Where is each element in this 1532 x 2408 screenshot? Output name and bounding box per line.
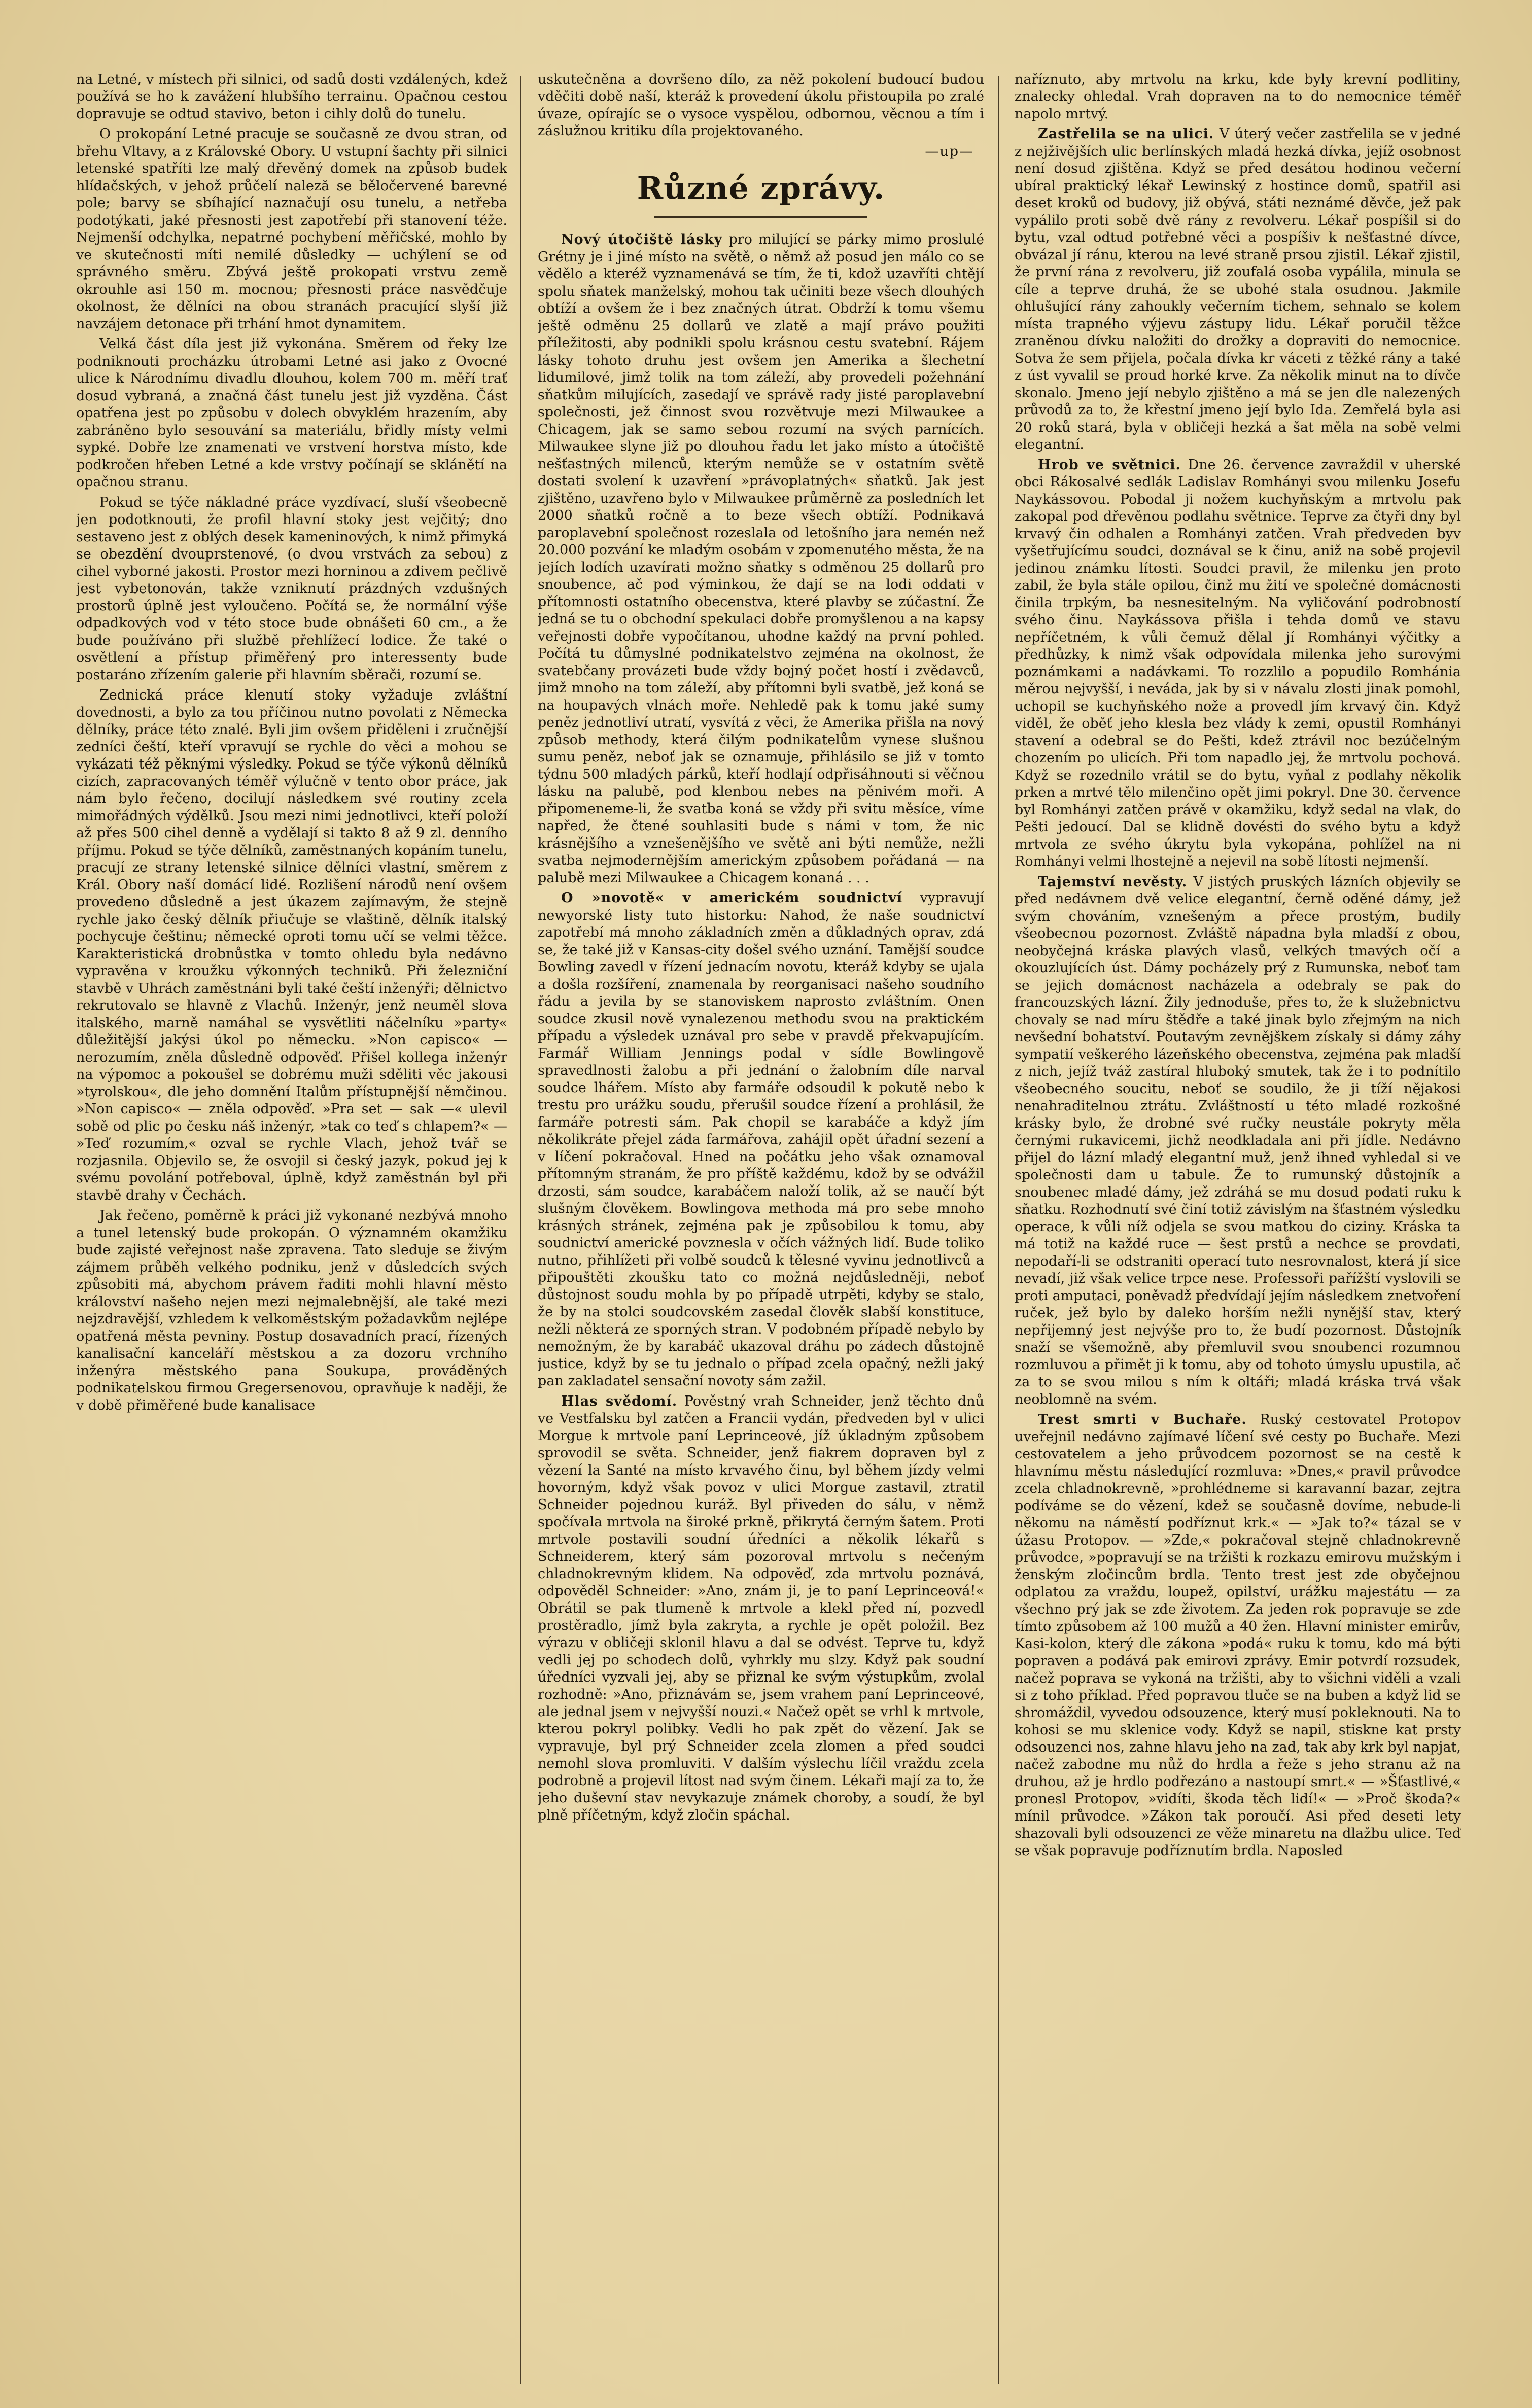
- column-1: [76, 71, 507, 2384]
- article-paragraph: [76, 336, 507, 491]
- news-item: [538, 231, 984, 887]
- article-paragraph: [76, 494, 507, 684]
- paragraph-text: pro milující se párky mimo proslulé Grétny je i jiné místo na světě, o němž až posud jen málo co se vědělo a kteréž vyznamenává se tím, že ti, kdož uzavříti chtějí spolu sňatek manželský, mohou tak učiniti beze všech dlouhých obtíží a ovšem že i bez značných útrat. Obdrží k tomu všemu ještě odměnu 25 dollarů ve zlatě a mají právo použiti příležitosti, aby podnikli spolu krásnou cestu svatební. Rájem lásky tohoto druhu jest ovšem jen Amerika a šlechetní lidumilové, jimž tolik na tom záleží, aby provedeli požehnání sňatkům milujících, zasedají ve správě rady jisté paroplavební společnosti, jež činnost svou rozvětvuje mezi Milwaukee a Chicagem, jak se samo sebou rozumí na svých parnících. Milwaukee slyne již po dlouhou řadu let jako místo a útočiště nešťastných milenců, kterým nemůže se v ostatním světě dostati svolení k uzavření »právoplatných« sňatků. Jak jest zjištěno, uzavřeno bylo v Milwaukee průměrně za posledních let 2000 sňatků ročně a to beze všech obtíží. Podnikavá paroplavební společnost rozeslala od letošního jara nemén než 20.000 pozvání ke mladým osobám v zpomenutého města, že na jejích lodích uzavírati možno sňatky s odměnou 25 dollarů pro snoubence, ač pod výminkou, že dají se na lodi oddati v přítomnosti ostatního obecenstva, které plavby se zúčastní. Že jedná se tu o obchodní spekulaci dobře promyšlenou a na kapsy veřejnosti dobře vypočítanou, uhodne každý na první pohled. Počítá tu důmyslné podnikatelstvo zejména na okolnost, že svatebčany provázeti bude vždy bojný počet hostí i zvědavců, jimž mnoho na tom záleží, aby přítomni byli svatbě, jež koná se na houpavých vlnách moře. Nehledě pak k tomu jaké sumy peněz jednotliví utratí, vysvítá z věci, že Amerika přišla na nový způsob methody, která čilým podnikatelům vynese slušnou sumu peněz, neboť jak se oznamuje, přihlásilo se již v tomto týdnu 500 mladých párků, kteří hodlají odpřisáhnouti si věčnou lásku na palubě, pod klenbou nebes na pěnivém moři. A připomeneme-li, že svatba koná se vždy při svitu měsíce, víme napřed, že čtené souhlasiti bude s námi v tom, že nic krásnějšího a vznešenějšího ve světě ani býti nemůže, nežli svatba nejmodernějším americkým způsobem pořádaná — na palubě mezi Milwaukee a Chicagem konaná . . .: [538, 232, 984, 886]
- paragraph-text: V jistých pruských lázních objevily se před nedávnem dvě velice elegantní, černě oděné dámy, jež svým chováním, vznešeným a přece prostým, budily všeobecnou pozornost. Zvláště nápadna byla mladší z obou, neobyčejná kráska plavých vlasů, velkých tmavých očí a okouzlujících úst. Dámy pocházely prý z Rumunska, neboť tam se jejich domácnost nacházela a odebraly se pak do francouzských lázní. Žily jednoduše, přes to, že k služebnictvu chovaly se nad míru štědře a také jinak bylo zřejmým na nich nevšední bohatství. Poutavým zevnějškem získaly si dámy záhy sympatií veškerého lázeňského obecenstva, zejména pak mladší z nich, jejíž tváž zastíral hluboký smutek, tak že i to podnítilo všeobecného soucitu, neboť se soudilo, že ji tíží nějakosi nenahraditelnou ztrátu. Zvláštností u této mladé rozkošné krásky bylo, že drobné své ručky neustále pokryty měla černými rukavicemi, jichž neodkladala ani při jídle. Nedávno přijel do lázní mladý elegantní muž, jenž ihned vyhledal si ve společnosti dam u tabule. Že to rumunský důstojník a snoubenec mladé dámy, jež zdráhá se mu dosud podati ruku k sňatku. Rozhodnutí své činí totiž závislým na šťastném výsledku operace, k vůli níž odjela se svou matkou do ciziny. Kráska ta má totiž na každé ruce — šest prstů a nechce se provdati, nepodaří-li se odstraniti operací tuto nesrovnalost, která jí sice nevadí, již však velice trpce nese. Professoři pařížští vyslovili se proti amputaci, poněvadž předvídají jejím následkem znetvoření ruček, jež bylo by daleko horším nežli nynější stav, který nepřijemný jest nejvýše pro to, že budí pozornost. Důstojník snaží se všemožně, aby přemluvil svou snoubenci rozumnou rozmluvou a přimět ji k tomu, aby od tohoto úmyslu upustila, ač za to se svou milou s ním k oltáři; mladá kráska trvá však neoblomně na svém.: [1015, 874, 1461, 1407]
- news-item: [538, 1393, 984, 1824]
- paragraph-text: Ruský cestovatel Protopov uveřejnil nedávno zajímavé líčení své cesty po Buchaře. Mezi cestovatelem a jeho průvodcem pozornost se na cestě k hlavnímu městu následující rozmluva: »Dnes,« pravil průvodce zcela chladnokrevně, »prohlédneme si karavanní bazar, zejtra podíváme se do vězení, kdež se současně dovíme, nebude-li někomu na náměstí podříznut krk.« — »Jak to?« tázal se v úžasu Protopov. — »Zde,« pokračoval stejně chladnokrevně průvodce, »popravují se na tržišti k rozkazu emirovu mužským i ženským zločincům brdla. Tento trest jest zde obyčejnou odplatou za vraždu, loupež, opilství, urážku majestátu — za všechno prý jak se zde životem. Za jeden rok popravuje se zde tímto způsobem až 100 mužů a 40 žen. Hlavní minister emirův, Kasi-kolon, který dle zákona »podá« ruku k tomu, kdo má býti popraven a podává pak emirovi zprávy. Emir potvrdí rozsudek, načež poprava se vykoná na tržišti, aby to všichni viděli a vzali si z toho příklad. Před popravou tluče se na buben a když lid se shromáždil, vyvedou odsouzence, který musí pokleknouti. Na to kohosi se mu sklenice vody. Když se napil, stiskne kat prsty odsouzenci nos, zahne hlavu jeho na zad, tak aby krk byl napjat, načež zabodne mu nůž do hrdla a řeže s jeho stranu až na druhou, až je hrdlo podřezáno a nastoupí smrt.« — »Šťastlivé,« pronesl Protopov, »vidíti, škoda těch lidí!« — »Proč škoda?« mínil průvodce. »Zákon tak poroučí. Asi před deseti lety shazovali byli odsouzenci ze věže minaretu na dlažbu ulice. Teď se však popravuje podříznutím brdla. Naposled: [1015, 1412, 1461, 1859]
- title-ornament-rule: [654, 216, 867, 222]
- paragraph-text: O prokopání Letné pracuje se současně ze dvou stran, od břehu Vltavy, a z Královské Obory. U vstupní šachty při silnici letenské spatříti lze malý dřevěný domek na způsob budek hlídačských, v jehož průčelí naleză se běločervené barevné pole; barvy se sbíhající naznačují osu tunelu, a netřeba podotýkati, jaké přesnosti jest zapotřebí při stanovení téže. Nejmenší odchylka, nepatrné pochybení měřičské, mohlo by ve skutečnosti míti nemilé důsledky — uchýlení se od správného směru. Zbývá ještě prokopati vrstvu země okrouhle asi 150 m. mocnou; přesnosti práce nasvědčuje okolnost, že dělníci na obou stranách pracující slyší již navzájem detonace při trhání hmot dynamitem.: [76, 126, 507, 332]
- news-item: [1015, 1411, 1461, 1860]
- section-title: Různé zprávy.: [637, 169, 885, 206]
- news-item-headline: Zastřelila se na ulici.: [1038, 126, 1214, 142]
- paragraph-text: V úterý večer zastřelila se v jedné z nejživějších ulic berlínských mladá hezká dívka, jejíž osobnost není dosud zjištěna. Když se před desátou hodinou večerní ubíral praktický lékař Lewinský z hostince domů, spatřil asi deset kroků od budovy, již obývá, státi neznámé děvče, jež pak vypálilo proti sobě dvě rány z revolveru. Lékař pospíšil si do bytu, vzal odtud potřebné věci a pospíšiv k nešťastné dívce, obvázal jí ránu, kterou na levé straně prsou zjistil. Lékař zjistil, že první rána z revolveru, již zoufalá osoba vypálila, minula se cíle a teprve druhá, že se ubohé stala osudnou. Jakmile ohlušující rány zahoukly večerním tichem, sehnalo se kolem místa trapného výjevu zástupy lidu. Lékař poručil těžce zraněnou dívku naložiti do drožky a dopraviti do nemocnice. Sotva že sem přijela, počala dívka kr váceti z těžké rány a také z úst vyvalil se proud horké krve. Za několik minut na to dívče skonalo. Jmeno její nebylo zjištěno a má se jen dle nalezených průvodů za to, že křestní jmeno její bylo Ida. Zemřelá byla asi 20 roků stará, byla v obličeji hezká a šat měla na sobě velmi elegantní.: [1015, 126, 1461, 452]
- news-item-headline: Trest smrti v Buchaře.: [1038, 1412, 1247, 1427]
- news-item-headline: Hrob ve světnici.: [1038, 457, 1181, 473]
- paragraph-text: na Letné, v místech při silnici, od sadů dosti vzdálených, kdež používá se ho k zavážení hlubšího terrainu. Opačnou cestou dopravuje se odtud stavivo, beton i cihly dolů do tunelu.: [76, 72, 507, 122]
- paragraph-text: vypravují newyorské listy tuto historku: Nahod, že naše soudnictví zapotřebí má mnoho základních změn a důkladných oprav, zdá se, že také již v Kansas-city došel svého uznání. Tamější soudce Bowling zavedl v řízení jednacím novotu, kteráž kdyby se ujala a došla rozšíření, znamenala by reorganisaci našeho soudního řádu a jevila by se stanoviskem naprosto zvláštním. Onen soudce zkusil nově vynalezenou methodu svou na praktickém případu a výsledek uznával pro sebe v pravdě překvapujícím. Farmář William Jennings podal v sídle Bowlingově spravedlnosti žalobu a při jednání o žalobním díle narval soudce lhářem. Místo aby farmáře odsoudil k pokutě nebo k trestu pro urážku soudu, přerušil soudce řízení a prohlásil, že farmáře potresti sám. Pak chopil se karabáče a když jím několikráte přejel záda farmářova, zahájil opět úřadní sezení a v líčení pokračoval. Hned na počátku jeho však oznamoval přítomným stranám, že pro příště každému, kdož by se odvážil drzosti, sám soudce, karabáčem naloží tolik, až se naučí být slušným člověkem. Bowlingova methoda má pro sebe mnoho krásných stránek, zejména pak je způsobilou k tomu, aby soudnictví americké povznesla v očích vážných lidí. Bude toliko nutno, přihlížeti při volbě soudců k tělesné vyvinu jednotlivců a připouštěti zkoušku tato co možná nejdůsledněji, neboť důstojnost soudu mohla by po případě utrpěti, kdyby se stalo, že by na stolci soudcovském zasedal člověk slabší konstituce, nežli některá ze sporných stran. V podobném případě nebylo by nemožným, že by karabáč ukazoval dráhu po zádech důstojně justice, když by se tu jednalo o případ zcela opačný, nežli jaký pan zakladatel sensační novoty sám zažil.: [538, 890, 984, 1389]
- author-signature: —up—: [925, 144, 974, 159]
- paragraph-text: uskutečněna a dovršeno dílo, za něž pokolení budoucí budou vděčiti době naší, kteráž k provedení úkolu přistoupila po zralé úvaze, opírajíc se o vysoce vyspělou, odbornou, věcnou a tím i záslužnou kritiku díla projektovaného.: [538, 72, 984, 139]
- news-item: [538, 890, 984, 1390]
- paragraph-text: Pokud se týče nákladné práce vyzdívací, sluší všeobecně jen podotknouti, že profil hlavní stoky jest vejčitý; dno sestaveno jest z oblých desek kameninových, k nimž přimyká se obezdění dvouprstenové, (o dvou vrstvách za sebou) z cihel vyborné jakosti. Prostor mezi horninou a zdivem pečlivě jest vybetonován, takže vzniknutí prázdných vzdušných prostorů úplně jest vyloučeno. Počítá se, že normální výše odpadkových vod v této stoce bude obnášeti 60 cm., a že bude používáno při službě přehlížecí lodice. Že také o osvětlení a přístup přiměřený pro interessenty bude postaráno zřízením galerie při hlavním sběrači, rozumí se.: [76, 495, 507, 683]
- news-item-headline: Tajemství nevěsty.: [1038, 874, 1188, 890]
- paragraph-text: Dne 26. července zavraždil v uherské obci Rákosalvé sedlák Ladislav Romhányi svou milenku Josefu Naykássovou. Pobodal ji nožem kuchyňským a mrtvolu pak zakopal pod dřevěnou podlahu světnice. Teprve za čtyři dny byl krvavý čin odhalen a Romhányi zatčen. Vrah předveden byv vyšetřujícímu soudci, doznával se k činu, aniž na sobě projevil jedinou známku lítosti. Soudci pravil, že milenku jen proto zabil, že byla stále opilou, činž mu žití ve společné domácnosti činila trpkým, ba nesnesitelným. Na vyličování podrobností svého činu. Naykássova přišla i tehda domů ve stavu nepříčetném, k vůli čemuž dělal jí Romhányi výčitky a předhůzky, k nimž však odpovídala milenka jeho surovými poznámkami a nadávkami. To rozzlilo a popudilo Romhánia měrou nejvyšší, i neváda, jak by si v návalu zlosti jinak pomohl, uchopil se kuchyňského nože a provedl jím krvavý čin. Když viděl, že oběť jeho klesla bez vlády k zemi, opustil Romhányi stavení a odebral se do Pešti, kdež ztrávil noc bezúčelným chozením po ulicích. Při tom napadlo jej, že mrtvolu pochová. Když se rozednilo vrátil se do bytu, vyňal z podlahy několik prken a mrtvé tělo milenčino opět jimi pokryl. Dne 30. července byl Romhányi zatčen právě v okamžiku, když sedal na vlak, do Pešti jedoucí. Dal se klidně dovésti do svého bytu a když mrtvola ze svého úkrytu byla vykopána, pohlížel na ni Romhányi velmi lhostejně a nejevil na sobě lítosti nejmenší.: [1015, 457, 1461, 869]
- column-3: [1015, 71, 1461, 2384]
- paragraph-text: Pověstný vrah Schneider, jenž těchto dnů ve Vestfalsku byl zatčen a Francii vydán, předveden byl v ulici Morgue k mrtvole paní Leprinceové, jíž úkladným způsobem sprovodil se světa. Schneider, jenž fiakrem dopraven byl z vězení la Santé na místo krvavého činu, byl během jízdy velmi hovorným, když však povoz v ulici Morgue zastavil, ztratil Schneider pojednou kuráž. Byl přiveden do sálu, v němž spočívala mrtvola na široké prkně, přikrytá černým šatem. Proti mrtvole postavili soudní úředníci a několik lékařů s Schneiderem, který sám pozoroval mrtvolu s nečeným chladnokrevným klidem. Na odpověď, zda mrtvolu poznává, odpověděl Schneider: »Ano, znám ji, je to paní Leprinceová!« Obrátil se pak tlumeně k mrtvole a klekl před ní, pozvedl prostěradlo, jímž byla zakryta, a rychle je opět položil. Bez výrazu v obličeji sklonil hlavu a dal se odvést. Teprve tu, když vedli jej po schodech dolů, vyhrkly mu slzy. Když pak soudní úředníci vyzvali jej, aby se přiznal ke svým výstupkům, zvolal rozhodně: »Ano, přiznávám se, jsem vrahem paní Leprinceové, ale jednal jsem v nejvyšší nouzi.« Načež opět se vrhl k mrtvole, kterou pokryl polibky. Vedli ho pak zpět do vězení. Jak se vypravuje, byl prý Schneider zcela zlomen a před soudci nemohl slova promluviti. V dalším výslechu líčil vraždu zcela podrobně a projevil lítost nad svým činem. Lékaři mají za to, že jeho duševní stav nevykazuje známek choroby, a soudí, že byl plně příčetným, když zločin spáchal.: [538, 1393, 984, 1823]
- article-paragraph: [76, 1207, 507, 1414]
- column-2: [538, 71, 984, 2384]
- article-paragraph: [76, 71, 507, 123]
- paragraph-text: Zednická práce klenutí stoky vyžaduje zvláštní dovednosti, a bylo za tou příčinou nutno povolati z Německa dělníky, práce této znalé. Byli jim ovšem přiděleni i zručnější zedníci čeští, kteří vpravují se rychle do věci a mohou se vykázati též pěknými výsledky. Pokud se týče výkonů dělníků cizích, zapracovaných téměř výlučně v tento obor práce, jak nám bylo řečeno, docilují následkem své routiny zcela mimořádných výdělků. Jsou mezi nimi jednotlivci, kteří položí až přes 500 cihel denně a vydělají si takto 8 až 9 zl. denního příjmu. Pokud se týče dělníků, zaměstnaných kopáním tunelu, pracují ze strany letenské silnice dělníci vlastní, směrem z Král. Obory naší domácí lidé. Rozlišení národů není ovšem provedeno důsledně a jest úkazem zajímavým, že stejně rychle jako český dělník přiučuje se vlaštině, dělník italský pochycuje češtinu; německé oproti tomu učí se velmi těžce. Karakteristická drobnůstka v tomto ohledu byla nedávno vypravěna v kroužku výkonných techniků. Při železniční stavbě v Uhrách zaměstnáni byli také čeští inženýři; dělnictvo rekrutovalo se hlavně z Vlachů. Inženýr, jenž neuměl slova italského, marně namáhal se vysvětliti náčelníku »party« důležitější jakýsi úkol po německu. »Non capisco« — nerozumím, zněla důsledně odpověď. Přišel kollega inženýr na výpomoc a pokoušel se dobrému muži sděliti věc jakousi »tyrolskou«, dle jeho domnění Italům přístupnější němčinou. »Non capisco« — zněla odpověď. »Pra set — sak —« ulevil sobě od plic po česku náš inženýr, »tak co teď s chlapem?« — »Teď rozumím,« ozval se rychle Vlach, jehož tvář se rozjasnila. Objevilo se, že osvojil si český jazyk, pokud jej k svému povolání potřeboval, úplně, když zaměstnán byl při stavbě drahy v Čechách.: [76, 687, 507, 1203]
- article-paragraph: [76, 126, 507, 333]
- article-paragraph: [76, 687, 507, 1204]
- column-divider: [520, 76, 521, 2384]
- news-item: [1015, 126, 1461, 453]
- paragraph-text: Jak řečeno, poměrně k práci již vykonané nezbývá mnoho a tunel letenský bude prokopán. O významném okamžiku bude zajisté veřejnost naše zpravena. Tato sleduje se živým zájmem průběh velkého podniku, jenž v důsledcích svých způsobiti má, abychom právem řaditi mohli hlavní město království našeho nejen mezi nejmalebnější, ale také mezi nejzdravější, vzhledem k velkoměstským požadavkům nejlépe opatřená města pevniny. Postup dosavadních prací, řízených kanalisační kanceláří městskou a za dozoru vrchního inženýra městského pana Soukupa, prováděných podnikatelskou firmou Gregersenovou, opravňuje k naději, že v době přiměřené bude kanalisace: [76, 1208, 507, 1413]
- news-item-headline: Hlas svědomí.: [561, 1393, 678, 1409]
- news-item-headline: O »novotě« v americkém soudnictví: [561, 890, 903, 906]
- paragraph-text: Velká část díla jest již vykonána. Směrem od řeky lze podniknouti procházku útrobami Letné asi jako z Ovocné ulice k Národnímu divadlu dlouhou, kolem 700 m. měří trať dosud vybraná, a značná část tunelu jest již vyzděna. Část opatřena jest po způsobu v dolech obvyklém hrazením, aby zabráněno bylo sesouvání sa materiálu, břidly místy velmi sypké. Dobře lze znamenati ve vrstvení horstva místo, kde podkročen hřeben Letné a kde vrstvy počínají se sklánětí na opačnou stranu.: [76, 336, 507, 490]
- paragraph-text: naříznuto, aby mrtvolu na krku, kde byly krevní podlitiny, znalecky ohledal. Vrah dopraven na to do nemocnice téměř napolo mrtvý.: [1015, 72, 1461, 122]
- column-divider: [998, 76, 999, 2384]
- news-item: [1015, 457, 1461, 870]
- news-item-headline: Nový útočiště lásky: [561, 232, 723, 248]
- article-paragraph: [538, 71, 984, 140]
- article-paragraph: [1015, 71, 1461, 123]
- news-item: [1015, 874, 1461, 1408]
